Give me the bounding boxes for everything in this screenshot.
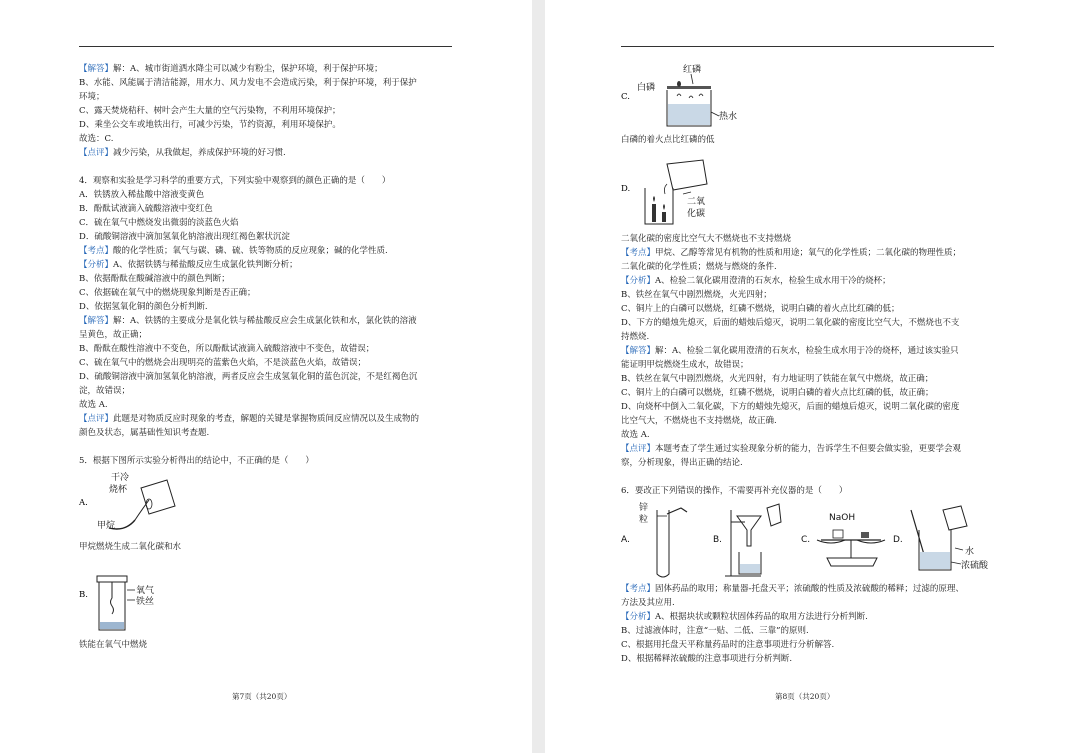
q5-comment: 【点评】本题考查了学生通过实验现象分析的能力，告诉学生不但要会做实验，更要学会观 [621,444,962,454]
q4-analysis-d: D、依据氢氧化铜的颜色分析判断. [79,302,208,312]
q3-answer-b: B、水能、风能属于清洁能源，用水力、风力发电不会造成污染，利于保护环境，利于保护 [79,78,417,88]
q5-answer-a-cont: 能证明甲烷燃烧生成水，故错误； [621,360,749,370]
q4-point: 【考点】酸的化学性质；氧气与碳、磷、硫、铁等物质的反应现象；碱的化学性质. [79,246,388,256]
q5-c-caption [621,133,715,147]
q4-option-b: B．酚酞试液滴入硫酸溶液中变红色 [79,204,213,214]
q5-figure-a [79,470,199,540]
q6-analysis-a: 【分析】A、根据块状或颗粒状固体药品的取用方法进行分析判断. [621,612,868,622]
q5-figure-c [621,60,761,132]
label-co2-2: 化碳 [687,209,706,219]
q3-conclusion: 故选：C. [79,134,114,144]
q5-answer-d-cont: 比空气大，不燃烧也不支持燃烧，故正确. [621,416,777,426]
q6-body [621,582,1001,666]
q4-analysis: 【分析】A、依据铁锈与稀盐酸反应生成氯化铁判断分析； [79,260,298,270]
phosphorus-combustion-diagram [621,60,761,132]
q6-point: 【考点】固体药品的取用；称量器-托盘天平；浓硫酸的性质及浓硫酸的稀释；过滤的原理、 [621,584,964,594]
q5-b-letter: B. [79,590,88,600]
q4-comment: 【点评】此题是对物质反应时现象的考查，解题的关键是掌握物质间反应情况以及生成物的 [79,414,420,424]
page-8 [545,0,1080,753]
q4-option-c: C．硫在氧气中燃烧发出微弱的淡蓝色火焰 [79,218,239,228]
page7-body [79,62,459,468]
q5-a-caption [79,540,181,554]
q5-point: 【考点】甲烷、乙醇等常见有机物的性质和用途；氧气的化学性质；二氧化碳的物理性质； [621,248,962,258]
q5-a-caption-text: 甲烷燃烧生成二氧化碳和水 [79,542,182,552]
header-rule [621,46,994,47]
q5-conclusion: 故选 A. [621,430,650,440]
q5-d-letter: D. [621,184,631,194]
page8-body [621,232,1001,498]
q5-b-caption [79,638,147,652]
q5-answer-b: B、铁丝在氧气中剧烈燃烧，火光四射，有力地证明了铁能在氧气中燃烧，故正确； [621,374,934,384]
q5-c-letter: C. [621,92,630,102]
q6-analysis-b: B、过滤液体时，注意“一贴、二低、三靠”的原则. [621,626,809,636]
q4-answer-d: D、硫酸铜溶液中滴加氢氧化钠溶液，两者反应会生成氢氧化铜的蓝色沉淀，不是红褐色沉 [79,372,418,382]
label-co2-1: 二氧 [687,197,706,207]
label-water: 水 [965,547,975,557]
header-rule [79,46,452,47]
label-iron-wire: 铁丝 [136,597,155,607]
q6-operations-diagram [621,500,1001,580]
carbon-dioxide-candles-diagram [621,158,761,230]
methane-burning-diagram [79,470,199,540]
label-conc-acid: 浓硫酸 [961,561,989,571]
q6-stem: 6．要改正下列错误的操作，不需要再补充仪器的是（ ） [621,486,848,496]
label-beaker: 烧杯 [109,485,128,495]
q6-point-cont: 方法及其应用. [621,598,675,608]
q3-answer-d: D、乘坐公交车或地铁出行，可减少污染，节约资源，利用环境保护。 [79,120,341,130]
q5-answer-a: 【解答】解：A、检验二氧化碳用澄清的石灰水，检验生成水用于冷的烧杯，通过该实验只 [621,346,959,356]
q4-option-a: A．铁锈放入稀盐酸中溶液变黄色 [79,190,205,200]
q3-answer-c: C、露天焚烧秸秆、树叶会产生大量的空气污染物，不利用环境保护； [79,106,341,116]
page7-footer: 第7页（共20页） [232,692,292,701]
q6-d-letter: D. [893,535,903,545]
q4-stem: 4．观察和实验是学习科学的重要方式，下列实验中观察到的颜色正确的是（ ） [79,176,391,186]
q5-answer-d: D、向烧杯中倒入二氧化碳，下方的蜡烛先熄灭，后面的蜡烛后熄灭，说明二氧化碳的密度 [621,402,960,412]
q5-a-letter: A. [79,498,88,508]
q4-conclusion: 故选 A. [79,400,108,410]
q4-analysis-c: C、依据硫在氧气中的燃烧现象判断是否正确； [79,288,256,298]
q4-option-d: D．硫酸铜溶液中滴加氢氧化钠溶液出现红褐色絮状沉淀 [79,232,290,242]
q5-figure-d [621,158,761,230]
q5-point-cont: 二氧化碳的化学性质；燃烧与燃烧的条件. [621,262,777,272]
q3-answer-a: 【解答】解：A、城市街道洒水降尘可以减少有粉尘，保护环境，利于保护环境； [79,64,383,74]
label-methane: 甲烷 [97,521,116,531]
q6-b-letter: B. [713,535,723,545]
q5-stem: 5．根据下图所示实验分析得出的结论中，不正确的是（ ） [79,456,314,466]
q6-analysis-c: C、根据用托盘天平称量药品时的注意事项进行分析解答. [621,640,835,650]
q6-c-letter: C. [801,535,811,545]
q4-comment-cont: 颜色及状态，属基础性知识考查题. [79,428,210,438]
q4-answer-a-cont: 呈黄色，故正确； [79,330,148,340]
label-dry-cold: 干冷 [111,473,130,483]
q5-b-caption-text: 铁能在氧气中燃烧 [79,640,148,650]
label-red-phosphorus: 红磷 [683,65,702,75]
page-7 [0,0,532,753]
label-white-phosphorus: 白磷 [637,83,656,93]
iron-wire-oxygen-diagram [79,568,199,636]
q5-analysis-a: 【分析】A、检验二氧化碳用澄清的石灰水，检验生成水用干冷的烧杯； [621,276,891,286]
q5-analysis-d-cont: 持燃烧. [621,332,650,342]
q4-answer-d-cont: 淀，故错误； [79,386,131,396]
q5-figure-b [79,568,199,636]
label-oxygen: 氧气 [136,586,155,596]
q4-answer-a: 【解答】解：A、铁锈的主要成分是氧化铁与稀盐酸反应会生成氯化铁和水，氯化铁的溶液 [79,316,417,326]
q5-comment-cont: 察，分析现象，得出正确的结论. [621,458,743,468]
label-zinc-2: 粒 [639,515,649,525]
q4-analysis-b: B、依据酚酞在酸碱溶液中的颜色判断； [79,274,230,284]
q4-answer-b: B、酚酞在酸性溶液中不变色，所以酚酞试液滴入硫酸溶液中不变色，故错误； [79,344,375,354]
q6-analysis-d: D、根据稀释浓硫酸的注意事项进行分析判断. [621,654,793,664]
q6-a-letter: A. [621,535,630,545]
label-zinc-1: 锌 [639,503,649,513]
q4-answer-c: C、硫在氧气中的燃烧会出现明亮的蓝紫色火焰，不是淡蓝色火焰，故错误； [79,358,367,368]
q5-c-caption-text: 白磷的着火点比红磷的低 [621,135,715,145]
q3-answer-b-cont: 环境； [79,92,105,102]
q5-d-caption: 二氧化碳的密度比空气大不燃烧也不支持燃烧 [621,234,792,244]
label-hot-water: 热水 [719,112,738,122]
q5-analysis-c: C、铜片上的白磷可以燃烧，红磷不燃烧，说明白磷的着火点比红磷的低； [621,304,900,314]
q5-answer-c: C、铜片上的白磷可以燃烧，红磷不燃烧，说明白磷的着火点比红磷的低，故正确； [621,388,934,398]
label-naoh: NaOH [829,513,856,523]
q3-comment: 【点评】减少污染，从我做起，养成保护环境的好习惯. [79,148,286,158]
q5-analysis-d: D、下方的蜡烛先熄灭，后面的蜡烛后熄灭，说明二氧化碳的密度比空气大，不燃烧也不支 [621,318,960,328]
q6-figures [621,500,1001,580]
page8-footer: 第8页（共20页） [775,692,835,701]
q5-analysis-b: B、铁丝在氧气中剧烈燃烧，火光四射； [621,290,772,300]
